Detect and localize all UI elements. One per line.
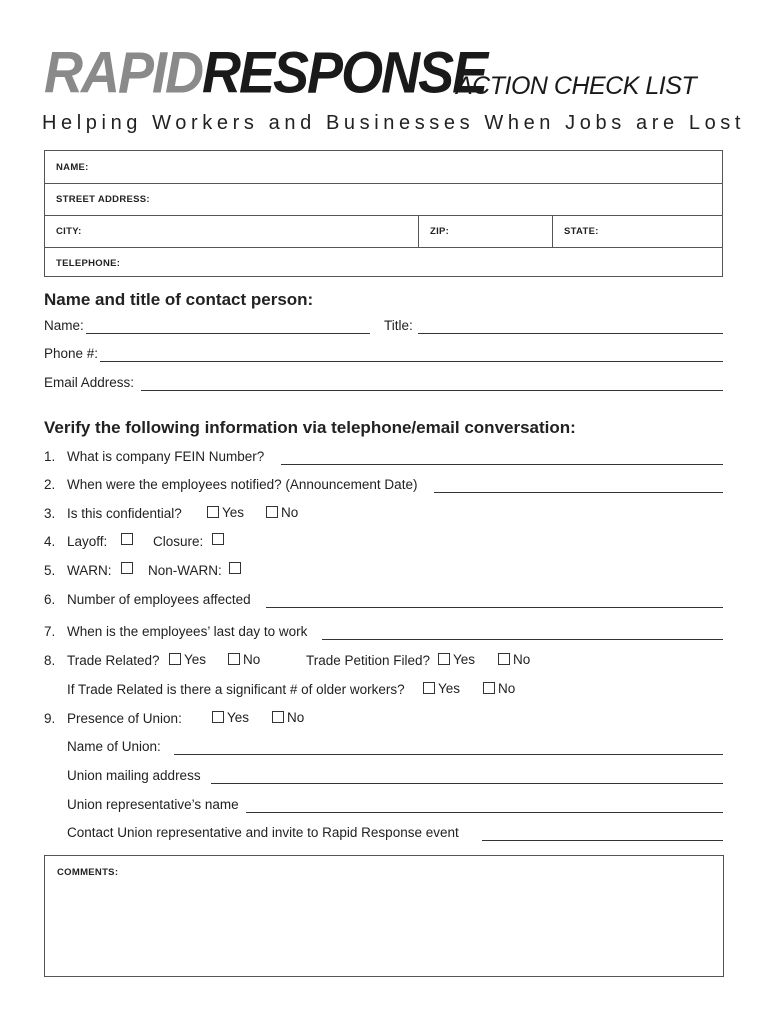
comments-label: COMMENTS: <box>57 867 119 878</box>
q7-label: When is the employees’ last day to work <box>67 624 308 639</box>
non-warn-label: Non-WARN: <box>148 563 222 578</box>
closure-checkbox[interactable] <box>212 532 227 547</box>
older-workers-label: If Trade Related is there a significant # of older workers? <box>67 682 405 697</box>
contact-phone-field[interactable] <box>100 361 723 362</box>
state-label: STATE: <box>564 226 599 237</box>
divider <box>552 215 553 247</box>
company-info-box <box>44 150 723 277</box>
union-contact-field[interactable] <box>482 840 723 841</box>
warn-checkbox[interactable] <box>121 561 136 576</box>
older-workers-no[interactable]: No <box>483 681 515 696</box>
checkbox[interactable] <box>207 506 219 518</box>
divider <box>418 215 419 247</box>
city-zip-state-row[interactable] <box>45 215 722 248</box>
logo-rapid-text: RAPID <box>44 40 203 106</box>
rapid-response-logo <box>44 40 487 106</box>
union-name-label: Name of Union: <box>67 739 161 754</box>
tagline: Helping Workers and Businesses When Jobs are Lost <box>42 112 746 134</box>
street-label: STREET ADDRESS: <box>56 194 150 205</box>
q1-label: What is company FEIN Number? <box>67 449 265 464</box>
city-label: CITY: <box>56 226 82 237</box>
name-row[interactable] <box>45 151 722 184</box>
union-yes[interactable]: Yes <box>212 710 249 725</box>
confidential-no[interactable]: No <box>266 505 298 520</box>
trade-petition-no[interactable]: No <box>498 652 530 667</box>
contact-heading: Name and title of contact person: <box>44 290 314 309</box>
contact-name-field[interactable] <box>86 333 370 334</box>
q9-number: 9. <box>44 711 56 726</box>
fein-field[interactable] <box>281 464 723 465</box>
announcement-date-field[interactable] <box>434 492 723 493</box>
union-address-field[interactable] <box>211 783 723 784</box>
q6-label: Number of employees affected <box>67 592 251 607</box>
zip-label: ZIP: <box>430 226 450 237</box>
q2-label: When were the employees notified? (Announcement Date) <box>67 477 418 492</box>
trade-petition-yes[interactable]: Yes <box>438 652 475 667</box>
layoff-checkbox[interactable] <box>121 532 136 547</box>
contact-title-field[interactable] <box>418 333 723 334</box>
older-workers-yes[interactable]: Yes <box>423 681 460 696</box>
trade-related-no[interactable]: No <box>228 652 260 667</box>
q6-number: 6. <box>44 592 56 607</box>
telephone-label: TELEPHONE: <box>56 258 121 269</box>
telephone-row[interactable] <box>45 247 722 277</box>
q2-number: 2. <box>44 477 56 492</box>
name-label: NAME: <box>56 162 89 173</box>
confidential-yes[interactable]: Yes <box>207 505 244 520</box>
document-title: ACTION CHECK LIST <box>456 72 697 100</box>
q8-number: 8. <box>44 653 56 668</box>
union-contact-label: Contact Union representative and invite to Rapid Response event <box>67 825 459 840</box>
verify-heading: Verify the following information via telephone/email conversation: <box>44 418 576 437</box>
closure-label: Closure: <box>153 534 204 549</box>
union-rep-field[interactable] <box>246 812 723 813</box>
trade-petition-label: Trade Petition Filed? <box>306 653 431 668</box>
street-row[interactable] <box>45 183 722 216</box>
employees-affected-field[interactable] <box>266 607 723 608</box>
contact-name-label: Name: <box>44 318 84 333</box>
union-presence-label: Presence of Union: <box>67 711 182 726</box>
q7-number: 7. <box>44 624 56 639</box>
trade-related-label: Trade Related? <box>67 653 160 668</box>
logo-response-text: RESPONSE <box>202 40 487 106</box>
warn-label: WARN: <box>67 563 112 578</box>
checkbox[interactable] <box>266 506 278 518</box>
q3-label: Is this confidential? <box>67 506 182 521</box>
last-day-field[interactable] <box>322 639 723 640</box>
q1-number: 1. <box>44 449 56 464</box>
q5-number: 5. <box>44 563 56 578</box>
union-rep-label: Union representative’s name <box>67 797 239 812</box>
layoff-label: Layoff: <box>67 534 108 549</box>
union-name-field[interactable] <box>174 754 723 755</box>
comments-box[interactable] <box>44 855 724 977</box>
contact-email-field[interactable] <box>141 390 723 391</box>
contact-title-label: Title: <box>384 318 413 333</box>
contact-email-label: Email Address: <box>44 375 135 390</box>
union-no[interactable]: No <box>272 710 304 725</box>
non-warn-checkbox[interactable] <box>229 561 244 576</box>
contact-phone-label: Phone #: <box>44 346 99 361</box>
q3-number: 3. <box>44 506 56 521</box>
union-address-label: Union mailing address <box>67 768 201 783</box>
trade-related-yes[interactable]: Yes <box>169 652 206 667</box>
q4-number: 4. <box>44 534 56 549</box>
